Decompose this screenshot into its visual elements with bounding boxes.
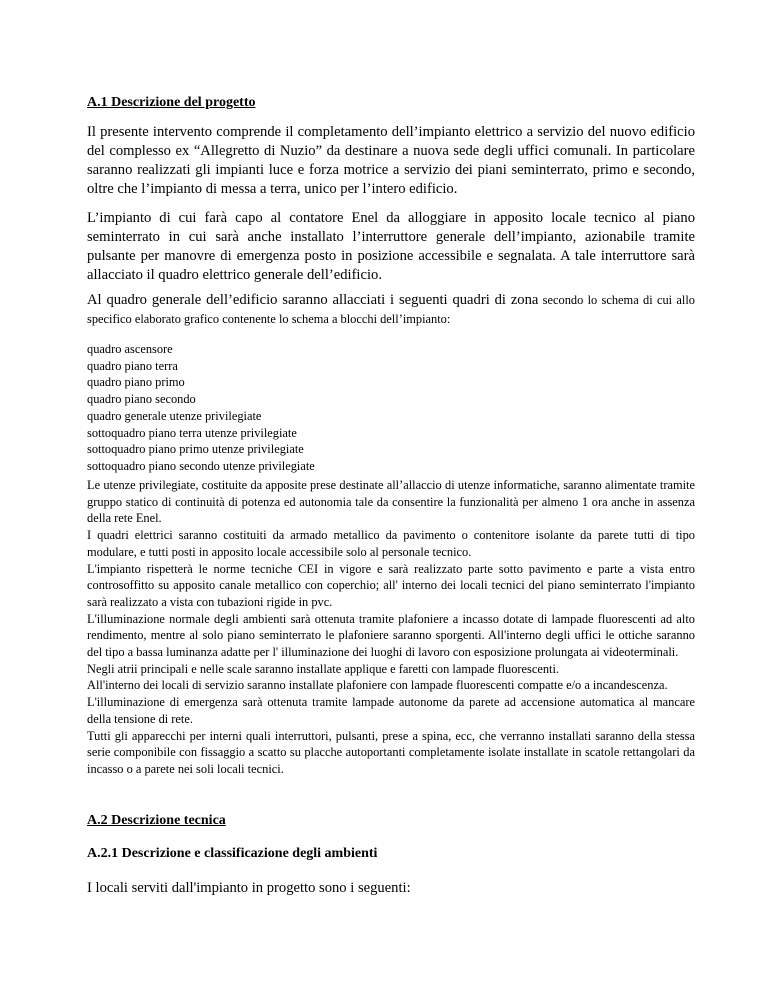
section-a2-title: A.2 Descrizione tecnica: [87, 813, 226, 828]
list-item: quadro ascensore: [87, 342, 173, 356]
paragraph-quadro-generale-main: Al quadro generale dell’edificio saranno allacciati i seguenti quadri di zona: [87, 292, 539, 308]
list-item: sottoquadro piano primo utenze privilegiate: [87, 442, 304, 457]
paragraph-illuminazione-emergenza: L'illuminazione di emergenza sarà ottenuta tramite lampade autonome da parete ad accensione automatica al mancare della tensione di rete.: [87, 695, 695, 726]
quadri-list: [87, 341, 315, 475]
paragraph-quadro-generale-note: secondo lo schema di cui allo specifico elaborato grafico contenente lo schema a blocchi dell’impianto:: [87, 293, 695, 326]
body-block: [87, 477, 695, 778]
list-item: sottoquadro piano terra utenze privilegiate: [87, 425, 297, 440]
paragraph-locali-serviti: I locali serviti dall'impianto in progetto sono i seguenti:: [87, 880, 411, 896]
list-item: quadro piano terra: [87, 358, 178, 373]
list-item: quadro generale utenze privilegiate: [87, 408, 262, 423]
section-a1-title: A.1 Descrizione del progetto: [87, 95, 256, 110]
paragraph-locali-servizio: All'interno dei locali di servizio saranno installate plafoniere con lampade fluorescenti compatte e/o a incandescenza.: [87, 678, 668, 693]
paragraph-norme-cei: L'impianto rispetterà le norme tecniche CEI in vigore e sarà realizzato parte sotto pavimento e parte a vista entro controsoffitto su apposito canale metallico con coperchio; all' interno dei locali tecnici del piano seminterrato l'impianto sarà realizzato a vista con tubazioni rigide in pvc.: [87, 561, 695, 609]
list-item: quadro piano primo: [87, 375, 185, 390]
paragraph-quadri-elettrici: I quadri elettrici saranno costituiti da armado metallico da pavimento o contenitore isolante da parete tutti di tipo modulare, e tutti posti in apposito locale accessibile solo al personale tecnico.: [87, 528, 695, 559]
paragraph-atrii: Negli atrii principali e nelle scale saranno installate applique e faretti con lampade fluorescenti.: [87, 661, 560, 676]
paragraph-illuminazione-normale: L'illuminazione normale degli ambienti sarà ottenuta tramite plafoniere a incasso dotate di lampade fluorescenti ad alto rendimento, mentre al solo piano seminterrato le plafoniere saranno sporgenti. All'interno degli uffici le ottiche saranno del tipo a bassa luminanza adatte per l' illuminazione dei luoghi di lavoro con esposizione prolungata ai videoterminali.: [87, 611, 695, 660]
paragraph-utenze-privilegiate: Le utenze privilegiate, costituite da apposite prese destinate all’allaccio di utenze informatiche, saranno alimentate tramite gruppo statico di continuità di potenza ed autonomia tale da consentire la funzionalità per almeno 1 ora anche in assenza della rete Enel.: [87, 478, 695, 526]
list-item: sottoquadro piano secondo utenze privilegiate: [87, 458, 315, 473]
paragraph-intervento: Il presente intervento comprende il completamento dell’impianto elettrico a servizio del nuovo edificio del complesso ex “Allegretto di Nuzio” da destinare a nuova sede degli uffici comunali. In particolare saranno realizzati gli impianti luce e forza motrice a servizio dei piani seminterrato, primo e secondo, oltre che l’impianto di messa a terra, unico per l’intero edificio.: [87, 124, 695, 197]
section-a21-title: A.2.1 Descrizione e classificazione degli ambienti: [87, 846, 378, 861]
paragraph-quadro-generale: [87, 291, 695, 329]
list-item: quadro piano secondo: [87, 392, 196, 407]
paragraph-contatore: L’impianto di cui farà capo al contatore Enel da alloggiare in apposito locale tecnico al piano seminterrato in cui sarà anche installato l’interruttore generale dell’impianto, azionabile tramite pulsante per manovre di emergenza posto in posizione accessibile e segnalata. A tale interruttore sarà allacciato il quadro elettrico generale dell’edificio.: [87, 210, 695, 283]
paragraph-apparecchi: Tutti gli apparecchi per interni quali interruttori, pulsanti, prese a spina, ecc, che verranno installati saranno della stessa serie componibile con fissaggio a scatto su placche autoportanti completamente isolate installate in scatole rettangolari da incasso o a parete nei soli locali tecnici.: [87, 728, 695, 776]
